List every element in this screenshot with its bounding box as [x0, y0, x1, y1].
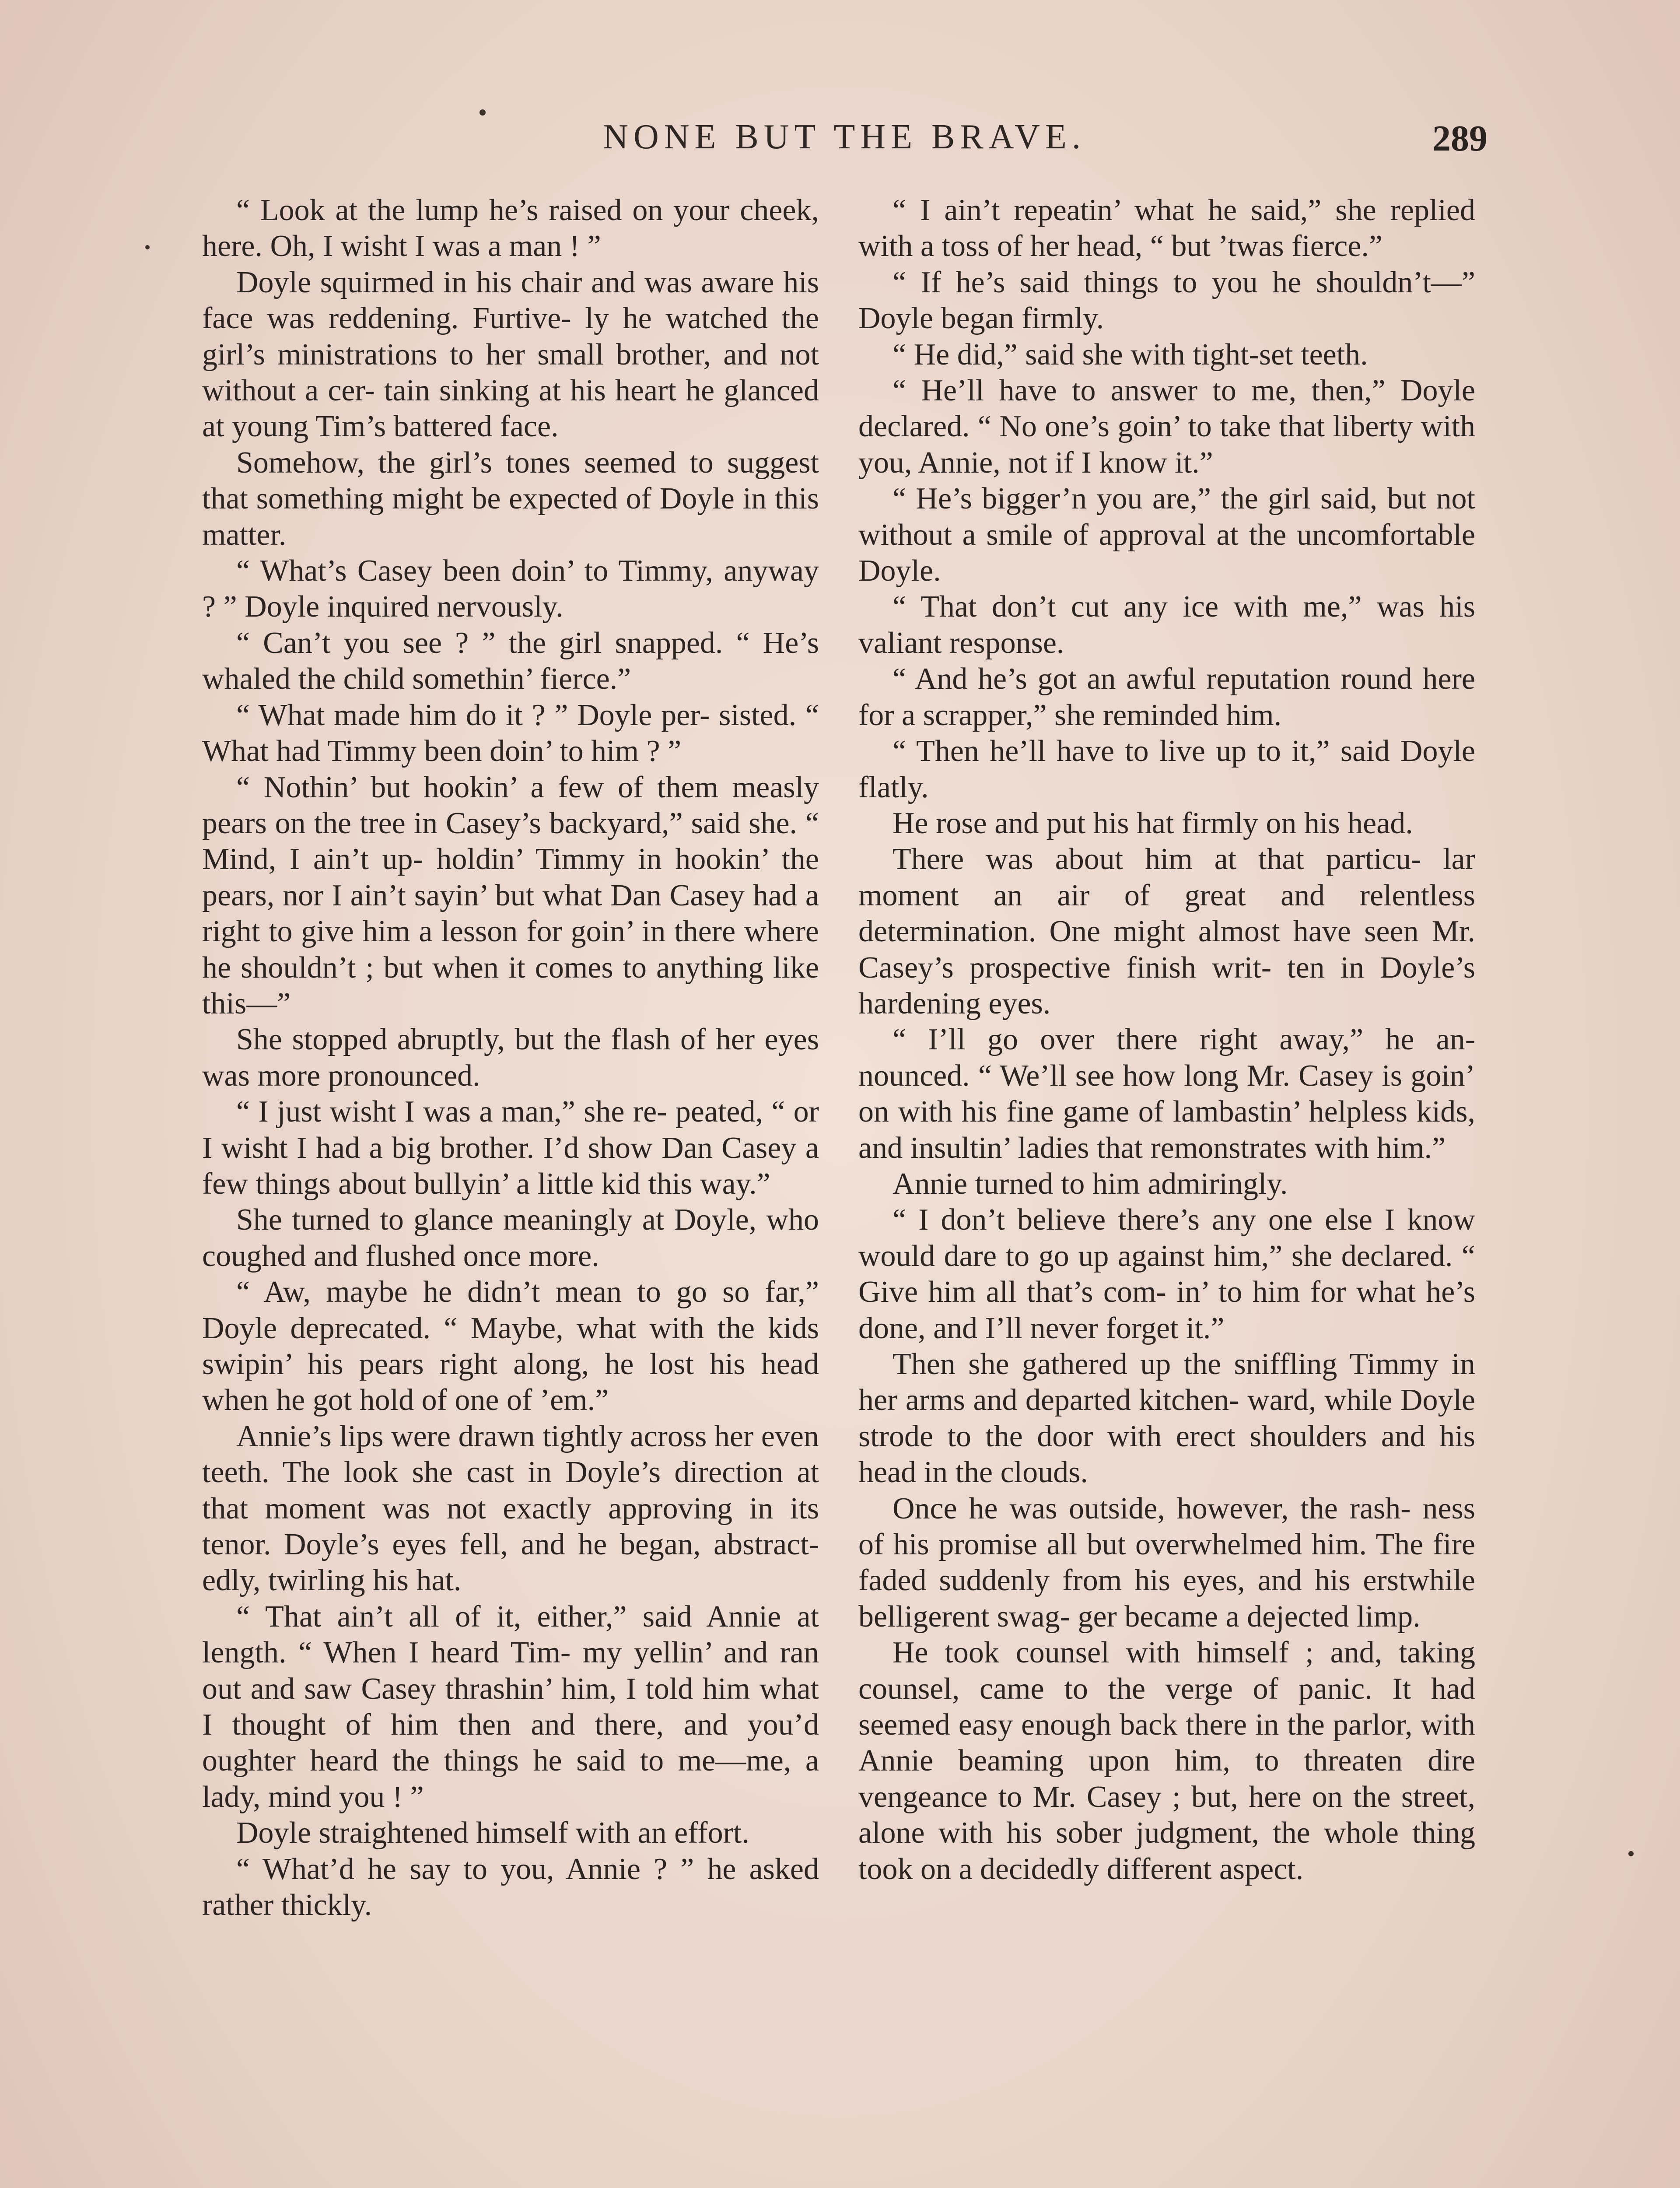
print-speck: [1628, 1851, 1634, 1856]
paragraph: There was about him at that particu- lar moment an air of great and relentless determination. One might almost have seen Mr. Casey’s prospective finish writ- ten in Doyle’s hardening eyes.: [858, 842, 1475, 1020]
paragraph: “ I don’t believe there’s any one else I know would dare to go up against him,” she declared. “ Give him all that’s com- in’ to him for what he’s done, and I’ll never forget it.”: [858, 1203, 1475, 1345]
paragraph: “ Aw, maybe he didn’t mean to go so far,” Doyle deprecated. “ Maybe, what with the kids swipin’ his pears right along, he lost his head when he got hold of one of ’em.”: [202, 1275, 819, 1417]
paragraph: Doyle squirmed in his chair and was aware his face was reddening. Furtive- ly he watched the girl’s ministrations to her small brother, and not without a cer- tain sinking at his heart he glanced at young Tim’s battered face.: [202, 265, 819, 444]
paragraph: “ What’s Casey been doin’ to Timmy, anyway ? ” Doyle inquired nervously.: [202, 554, 819, 624]
paragraph: Once he was outside, however, the rash- ness of his promise all but overwhelmed him. The fire faded suddenly from his eyes, and his erstwhile belligerent swag- ger became a dejected limp.: [858, 1491, 1475, 1634]
paragraph: He took counsel with himself ; and, taking counsel, came to the verge of panic. It had seemed easy enough back there in the parlor, with Annie beaming upon him, to threaten dire vengeance to Mr. Casey ; but, here on the street, alone with his sober judgment, the whole thing took on a decidedly different aspect.: [858, 1636, 1475, 1886]
paragraph: “ Look at the lump he’s raised on your cheek, here. Oh, I wisht I was a man ! ”: [202, 193, 819, 263]
paragraph: “ He did,” said she with tight-set teeth.: [892, 337, 1368, 372]
print-speck: [145, 245, 150, 249]
paragraph: Then she gathered up the sniffling Timmy in her arms and departed kitchen- ward, while Doyle strode to the door with erect shoulders and his head in the clouds.: [858, 1347, 1475, 1490]
paragraph: “ Nothin’ but hookin’ a few of them measly pears on the tree in Casey’s backyard,” said she. “ Mind, I ain’t up- holdin’ Timmy in hookin’ the pears, nor I ain’t sayin’ but what Dan Casey had a right to give him a lesson for goin’ in there where he shouldn’t ; but when it comes to anything like this—”: [202, 770, 819, 1020]
paragraph: “ I’ll go over there right away,” he an- nounced. “ We’ll see how long Mr. Casey is goin’ on with his fine game of lambastin’ helpless kids, and insultin’ ladies that remonstrates with him.”: [858, 1023, 1475, 1165]
paragraph: “ That don’t cut any ice with me,” was his valiant response.: [858, 590, 1475, 660]
paragraph: “ He’ll have to answer to me, then,” Doyle declared. “ No one’s goin’ to take that liberty with you, Annie, not if I know it.”: [858, 374, 1475, 480]
paragraph: “ That ain’t all of it, either,” said Annie at length. “ When I heard Tim- my yellin’ and ran out and saw Casey thrashin’ him, I told him what I thought of him then and there, and you’d oughter heard the things he said to me—me, a lady, mind you ! ”: [202, 1599, 819, 1814]
paragraph: “ And he’s got an awful reputation round here for a scrapper,” she reminded him.: [858, 662, 1475, 732]
paragraph: Annie’s lips were drawn tightly across her even teeth. The look she cast in Doyle’s direction at that moment was not exactly approving in its tenor. Doyle’s eyes fell, and he began, abstract- edly, twirling his hat.: [202, 1419, 819, 1598]
paragraph: “ Then he’ll have to live up to it,” said Doyle flatly.: [858, 734, 1475, 804]
paragraph: He rose and put his hat firmly on his head.: [892, 806, 1413, 840]
paragraph: Somehow, the girl’s tones seemed to suggest that something might be expected of Doyle in this matter.: [202, 445, 819, 552]
running-title: NONE BUT THE BRAVE.: [603, 118, 1086, 156]
paragraph: Doyle straightened himself with an effort.: [236, 1816, 749, 1850]
paragraph: “ What’d he say to you, Annie ? ” he asked rather thickly.: [202, 1852, 819, 1922]
right-text-column: [858, 193, 1475, 2188]
paragraph: “ What made him do it ? ” Doyle per- sisted. “ What had Timmy been doin’ to him ? ”: [202, 698, 819, 768]
print-speck: [480, 109, 486, 116]
page-number: 289: [1432, 118, 1488, 159]
left-text-column: [202, 193, 819, 2188]
paragraph: “ He’s bigger’n you are,” the girl said, but not without a smile of approval at the uncomfortable Doyle.: [858, 482, 1475, 588]
paragraph: “ I just wisht I was a man,” she re- peated, “ or I wisht I had a big brother. I’d show Dan Casey a few things about bullyin’ a little kid this way.”: [202, 1095, 819, 1201]
paragraph: “ Can’t you see ? ” the girl snapped. “ He’s whaled the child somethin’ fierce.”: [202, 626, 819, 696]
page-header: [201, 117, 1488, 165]
paragraph: Annie turned to him admiringly.: [892, 1167, 1288, 1201]
paragraph: She turned to glance meaningly at Doyle, who coughed and flushed once more.: [202, 1203, 819, 1273]
paragraph: “ If he’s said things to you he shouldn’t—” Doyle began firmly.: [858, 265, 1475, 336]
paragraph: “ I ain’t repeatin’ what he said,” she replied with a toss of her head, “ but ’twas fierce.”: [858, 193, 1475, 263]
paragraph: She stopped abruptly, but the flash of her eyes was more pronounced.: [202, 1023, 819, 1093]
